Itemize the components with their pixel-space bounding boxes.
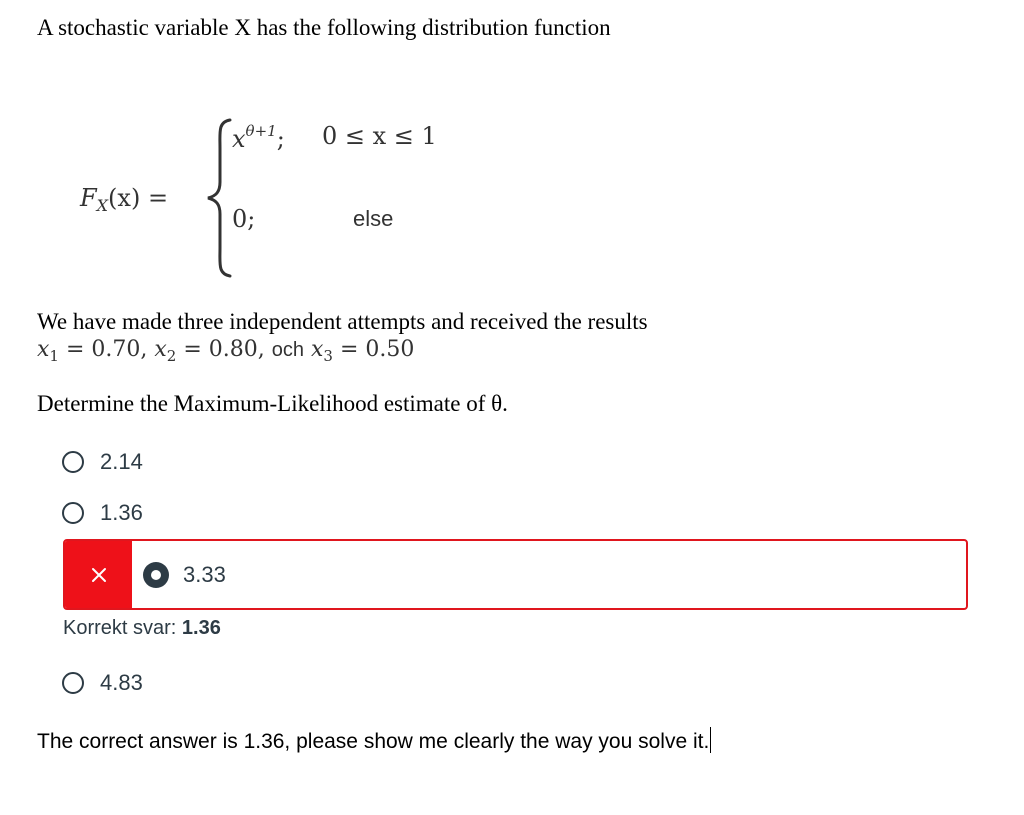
- x2-value: = 0.80,: [183, 337, 265, 362]
- correct-answer-line: [63, 617, 221, 640]
- answer-option[interactable]: [62, 668, 143, 698]
- x2-label: x: [154, 337, 167, 362]
- x3-value: = 0.50: [339, 337, 415, 362]
- correct-answer-value: 1.36: [181, 617, 221, 639]
- formula-lhs-subscript: X: [96, 196, 109, 215]
- formula-lhs-argument: (x) =: [108, 184, 169, 212]
- results-values: [37, 337, 414, 365]
- text-cursor: [710, 727, 711, 753]
- answer-option[interactable]: [62, 447, 143, 477]
- x1-subscript: 1: [49, 347, 59, 365]
- selected-answer-option[interactable]: [63, 539, 968, 610]
- incorrect-marker: [65, 541, 132, 608]
- formula-lhs: [80, 184, 168, 215]
- case1-condition: 0 ≤ x ≤ 1: [322, 122, 437, 150]
- question-intro: A stochastic variable X has the following distribution function: [37, 15, 611, 40]
- correct-answer-label: Korrekt svar:: [63, 617, 177, 639]
- close-icon: [91, 567, 107, 583]
- answer-option-label: 2.14: [100, 449, 143, 474]
- x1-label: x: [37, 337, 50, 362]
- radio-button[interactable]: [62, 672, 84, 694]
- radio-button[interactable]: [62, 502, 84, 524]
- question-text: Determine the Maximum-Likelihood estimate of θ.: [37, 391, 508, 416]
- answer-option-label: 1.36: [100, 500, 143, 525]
- answer-option-label: 3.33: [183, 561, 226, 587]
- formula-lhs-f: F: [80, 184, 97, 212]
- case1-expression: [232, 122, 285, 153]
- x3-subscript: 3: [323, 347, 333, 365]
- radio-selected-dot: [151, 570, 161, 580]
- attempts-text: We have made three independent attempts and received the results: [37, 309, 648, 334]
- x3-label: x: [311, 337, 324, 362]
- case1-exponent: θ+1: [245, 122, 277, 140]
- case2-expression: 0;: [232, 205, 256, 233]
- x2-subscript: 2: [166, 347, 177, 365]
- comment-text: The correct answer is 1.36, please show me clearly the way you solve it.: [37, 730, 710, 753]
- comment-text-field[interactable]: [37, 727, 711, 754]
- case1-base: x: [232, 125, 246, 153]
- x1-value: = 0.70,: [65, 337, 148, 362]
- answer-option-label: 4.83: [100, 670, 143, 695]
- och-conjunction: och: [271, 339, 304, 361]
- answer-option[interactable]: [62, 498, 143, 528]
- case1-separator: ;: [276, 125, 285, 153]
- radio-button-selected[interactable]: [143, 562, 169, 588]
- radio-button[interactable]: [62, 451, 84, 473]
- case2-condition: else: [353, 206, 394, 231]
